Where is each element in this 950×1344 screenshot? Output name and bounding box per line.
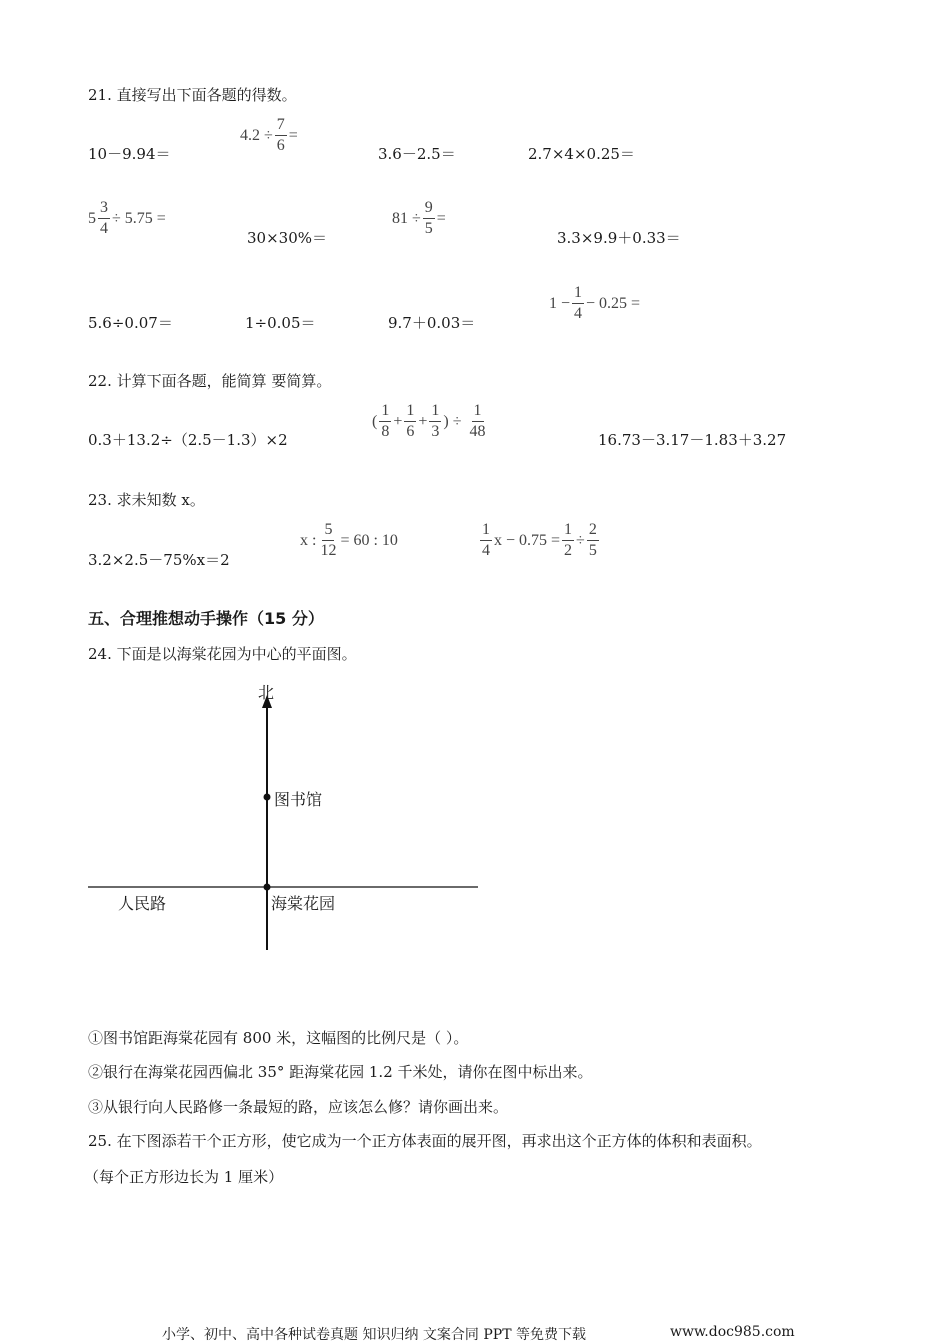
q23-a: 3.2×2.5－75%x＝2 xyxy=(88,551,230,569)
q21-r3-d xyxy=(549,285,640,322)
q23-c xyxy=(478,522,601,559)
denominator: 8 xyxy=(381,423,390,440)
q24-title: 24. 下面是以海棠花园为中心的平面图。 xyxy=(88,645,357,663)
numerator: 1 xyxy=(404,403,416,422)
q23-c-mid: x − 0.75 = xyxy=(494,531,561,549)
q21-r3-d-post: − 0.25 = xyxy=(586,294,641,312)
close-paren: ) xyxy=(443,412,449,430)
q21-title: 21. 直接写出下面各题的得数。 xyxy=(88,86,297,104)
q22-title: 22. 计算下面各题，能简算 要简算。 xyxy=(88,372,332,390)
numerator: 3 xyxy=(98,200,110,219)
q21-r1-a: 10－9.94＝ xyxy=(88,145,171,163)
numerator: 1 xyxy=(379,403,391,422)
q23-b xyxy=(300,522,398,559)
numerator: 9 xyxy=(423,200,435,219)
q23-b-post: = 60 : 10 xyxy=(340,531,398,549)
denominator: 6 xyxy=(276,137,285,154)
fraction xyxy=(587,522,599,559)
q25-note: （每个正方形边长为 1 厘米） xyxy=(84,1168,284,1186)
center-label: 海棠花园 xyxy=(271,894,336,913)
q24-part2: ②银行在海棠花园西偏北 35° 距海棠花园 1.2 千米处，请你在图中标出来。 xyxy=(88,1063,593,1081)
center-point xyxy=(264,884,271,891)
q23-title: 23. 求未知数 x。 xyxy=(88,491,205,509)
q21-r1-d: 2.7×4×0.25＝ xyxy=(528,145,635,163)
divide-sign: ÷ xyxy=(576,531,585,549)
q21-r1-c: 3.6－2.5＝ xyxy=(378,145,456,163)
whole-number: 5 xyxy=(88,209,96,227)
denominator: 48 xyxy=(469,423,486,440)
denominator: 4 xyxy=(574,305,583,322)
denominator: 2 xyxy=(564,542,573,559)
numerator: 1 xyxy=(480,522,492,541)
numerator: 2 xyxy=(587,522,599,541)
q24-part1: ①图书馆距海棠花园有 800 米，这幅图的比例尺是（ ）。 xyxy=(88,1029,469,1047)
q22-b xyxy=(372,403,490,440)
q21-r2-b: 30×30%＝ xyxy=(247,229,327,247)
q21-r1-b xyxy=(240,117,298,154)
footer-url[interactable]: www.doc985.com xyxy=(670,1324,795,1340)
footer-text: 小学、初中、高中各种试卷真题 知识归纳 文案合同 PPT 等免费下载 xyxy=(162,1327,586,1343)
fraction xyxy=(379,403,391,440)
q21-r2-c xyxy=(392,200,446,237)
denominator: 5 xyxy=(424,220,433,237)
q21-r3-d-fraction xyxy=(572,285,584,322)
q21-r2-c-pre: 81 ÷ xyxy=(392,209,421,227)
map-diagram xyxy=(80,675,490,960)
q24-part3: ③从银行向人民路修一条最短的路，应该怎么修？请你画出来。 xyxy=(88,1098,509,1116)
denominator: 4 xyxy=(100,220,108,237)
numerator: 5 xyxy=(322,522,334,541)
divide-sign: ÷ xyxy=(452,412,462,430)
q21-r3-c: 9.7＋0.03＝ xyxy=(388,314,476,332)
q25-title: 25. 在下图添若干个正方形，使它成为一个正方体表面的展开图，再求出这个正方体的体积和表面积。 xyxy=(88,1132,762,1150)
denominator: 4 xyxy=(482,542,490,559)
q23-b-pre: x : xyxy=(300,531,317,549)
q21-r1-b-post: = xyxy=(288,126,298,144)
plus-sign: + xyxy=(418,412,428,430)
q21-r2-a-fraction xyxy=(98,200,110,237)
q21-r2-a xyxy=(88,200,166,237)
denominator: 3 xyxy=(431,423,440,440)
denominator: 5 xyxy=(588,542,597,559)
open-paren: ( xyxy=(372,412,378,430)
section-5-heading: 五、合理推想动手操作（15 分） xyxy=(88,609,324,628)
plus-sign: + xyxy=(393,412,403,430)
numerator: 1 xyxy=(562,522,574,541)
q22-a: 0.3＋13.2÷（2.5－1.3）×2 xyxy=(88,431,288,449)
q21-r3-d-pre: 1 − xyxy=(549,294,571,312)
fraction xyxy=(562,522,574,559)
q21-r2-a-post: ÷ 5.75 = xyxy=(112,209,166,227)
q21-r2-d: 3.3×9.9＋0.33＝ xyxy=(557,229,681,247)
denominator: 12 xyxy=(320,542,337,559)
numerator: 1 xyxy=(472,403,484,422)
library-point xyxy=(264,794,271,801)
q21-r2-c-fraction xyxy=(423,200,435,237)
road-label: 人民路 xyxy=(118,894,167,913)
fraction xyxy=(480,522,492,559)
numerator: 1 xyxy=(572,285,584,304)
q21-r3-a: 5.6÷0.07＝ xyxy=(88,314,173,332)
north-label: 北 xyxy=(258,683,275,702)
library-label: 图书馆 xyxy=(274,790,323,809)
fraction xyxy=(429,403,441,440)
denominator: 6 xyxy=(406,423,415,440)
numerator: 7 xyxy=(275,117,287,136)
q21-r2-c-post: = xyxy=(436,209,446,227)
q22-c: 16.73－3.17－1.83＋3.27 xyxy=(598,431,787,449)
q21-r1-b-fraction xyxy=(275,117,287,154)
q21-r3-b: 1÷0.05＝ xyxy=(245,314,316,332)
fraction xyxy=(404,403,416,440)
fraction xyxy=(468,403,488,440)
fraction xyxy=(318,522,338,559)
numerator: 1 xyxy=(429,403,441,422)
q21-r1-b-pre: 4.2 ÷ xyxy=(240,126,273,144)
map-svg xyxy=(80,675,490,960)
